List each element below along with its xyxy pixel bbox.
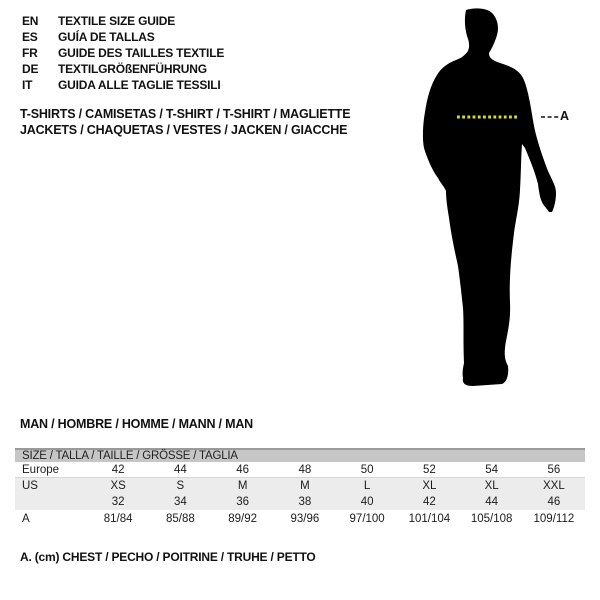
table-row-chest-cm: [15, 510, 585, 528]
size-table-header: SIZE / TALLA / TAILLE / GRÖSSE / TAGLIA: [15, 448, 585, 462]
table-cell: 56: [547, 463, 561, 476]
language-row: [22, 61, 224, 77]
table-cell: 54: [485, 463, 499, 476]
table-cell: 46: [236, 463, 250, 476]
language-label: GUÍA DE TALLAS: [58, 30, 155, 44]
row-label: US: [22, 480, 38, 492]
man-silhouette-svg: [418, 8, 568, 400]
category-line-tshirts: T-SHIRTS / CAMISETAS / T-SHIRT / T-SHIRT / MAGLIETTE: [20, 107, 351, 121]
category-lines: [20, 107, 350, 138]
language-code: FR: [22, 46, 38, 60]
table-cell: 97/100: [349, 513, 385, 525]
man-figure: [418, 8, 568, 400]
language-label: TEXTILGRÖßENFÜHRUNG: [58, 62, 207, 76]
table-row-europe: [15, 462, 585, 478]
table-cell: 42: [422, 496, 436, 508]
category-line-jackets: JACKETS / CHAQUETAS / VESTES / JACKEN / GIACCHE: [20, 122, 348, 137]
table-cell: 85/88: [165, 513, 195, 525]
language-code: ES: [22, 30, 38, 44]
language-row: [22, 13, 224, 29]
table-cell: 81/84: [103, 513, 133, 525]
table-row-us: [15, 478, 585, 494]
table-cell: XXL: [543, 480, 565, 492]
row-label: Europe: [22, 463, 60, 476]
table-cell: 93/96: [290, 513, 320, 525]
language-row: [22, 77, 224, 93]
footnote-chest: A. (cm) CHEST / PECHO / POITRINE / TRUHE / PETTO: [20, 550, 316, 564]
table-cell: 52: [422, 463, 436, 476]
language-code: DE: [22, 62, 39, 76]
table-cell: 40: [360, 496, 374, 508]
language-label: TEXTILE SIZE GUIDE: [58, 14, 176, 28]
language-label: GUIDA ALLE TAGLIE TESSILI: [58, 78, 221, 92]
table-cell: 105/108: [470, 513, 513, 525]
table-cell: XL: [484, 480, 499, 492]
table-cell: 36: [236, 496, 250, 508]
language-row: [22, 29, 224, 45]
table-cell: S: [176, 480, 185, 492]
table-cell: M: [237, 480, 248, 492]
row-label: A: [22, 513, 30, 525]
man-silhouette: [423, 8, 556, 386]
table-cell: 34: [173, 496, 187, 508]
language-code: IT: [22, 78, 33, 92]
table-cell: XS: [110, 480, 126, 492]
table-cell: 32: [111, 496, 125, 508]
table-cell: 109/112: [533, 513, 575, 525]
table-row-numeric: [15, 494, 585, 510]
table-cell: 89/92: [228, 513, 258, 525]
table-cell: 44: [485, 496, 499, 508]
table-cell: 50: [360, 463, 374, 476]
section-label-man: MAN / HOMBRE / HOMME / MANN / MAN: [20, 417, 253, 431]
table-cell: 38: [298, 496, 312, 508]
language-label: GUIDE DES TAILLES TEXTILE: [58, 46, 225, 60]
language-code: EN: [22, 14, 39, 28]
measure-label-a: A: [560, 109, 570, 123]
table-cell: L: [363, 480, 371, 492]
table-cell: 42: [111, 463, 125, 476]
table-cell: 46: [547, 496, 561, 508]
table-cell: 101/104: [408, 513, 451, 525]
language-guide-list: [22, 13, 224, 93]
table-cell: XL: [422, 480, 437, 492]
size-table: [15, 448, 585, 528]
table-cell: M: [300, 480, 310, 492]
table-cell: 44: [173, 463, 187, 476]
language-row: [22, 45, 224, 61]
table-cell: 48: [298, 463, 312, 476]
